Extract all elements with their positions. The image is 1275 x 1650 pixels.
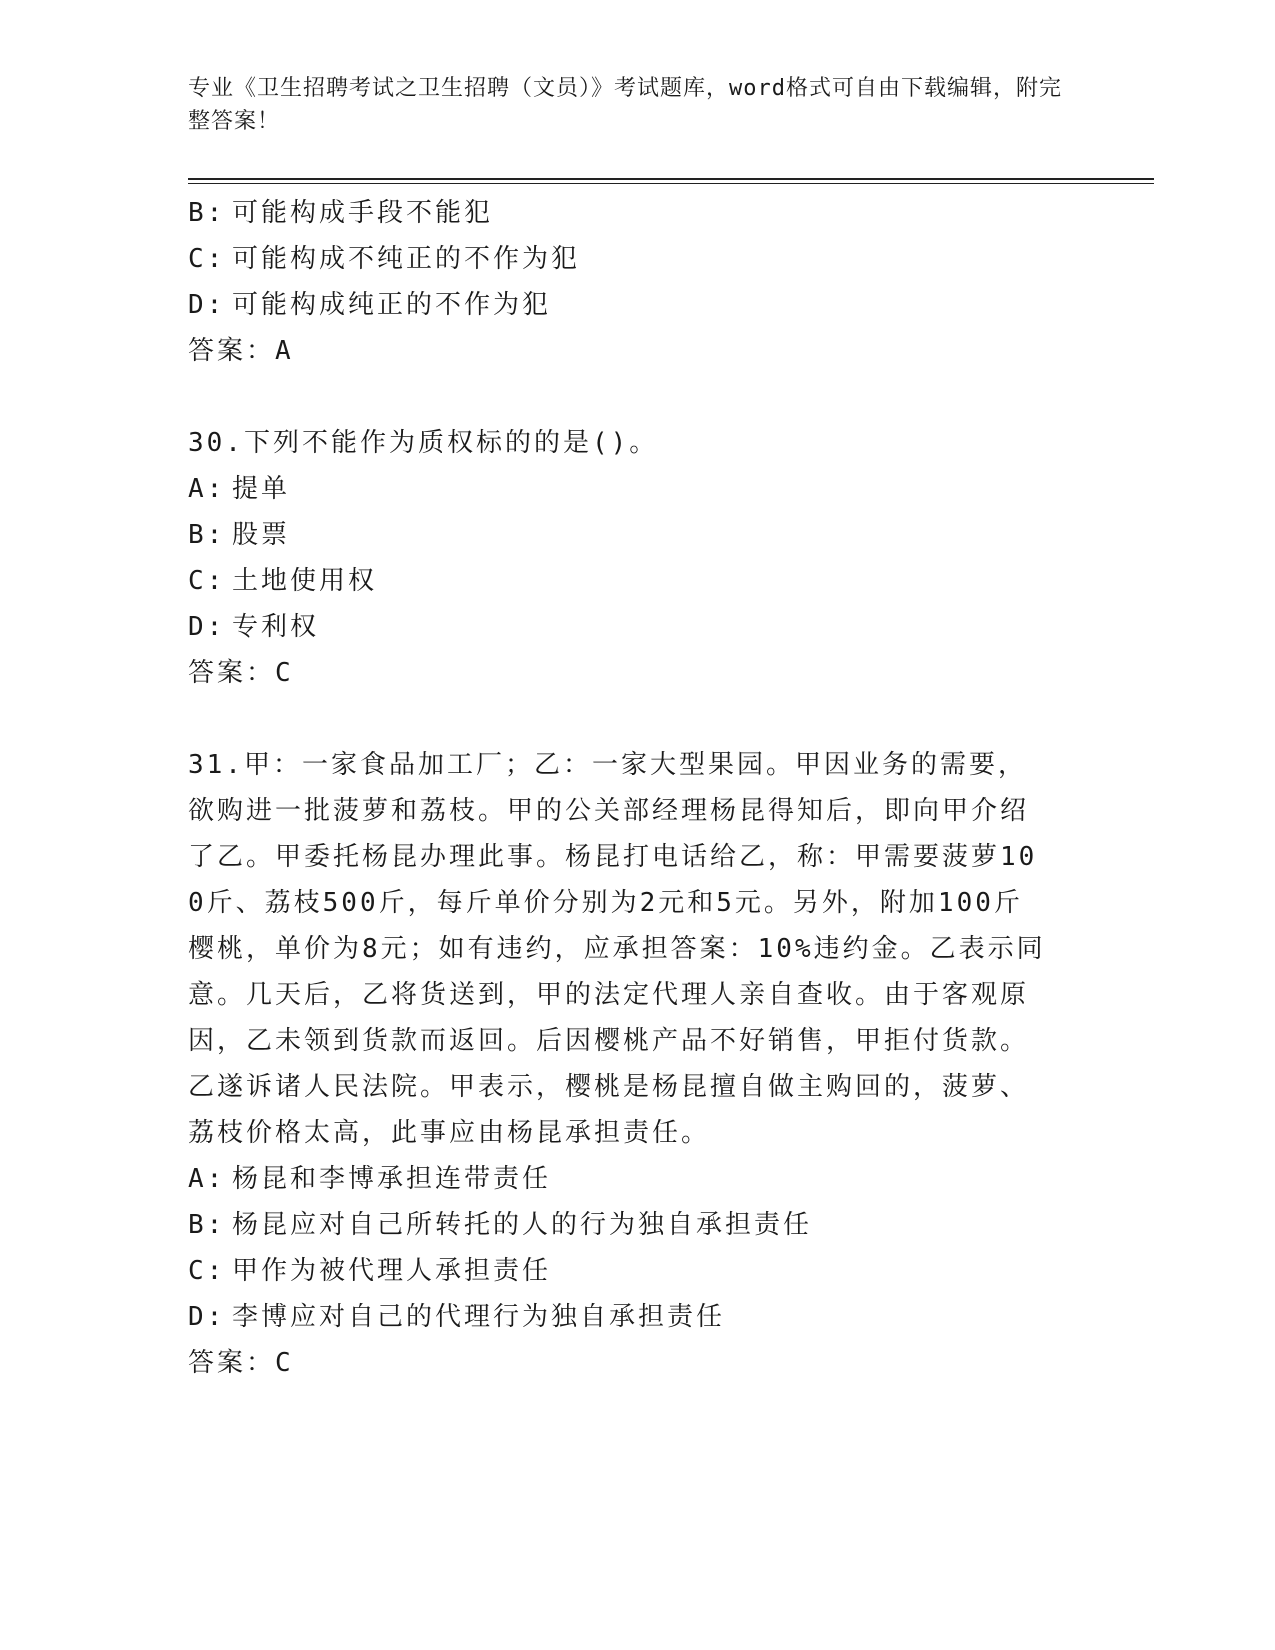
- option-line: [188, 512, 1068, 558]
- option-text: 可能构成纯正的不作为犯: [232, 290, 552, 320]
- answer: 答案：C: [188, 658, 294, 688]
- option-key: A:: [188, 1164, 226, 1194]
- option-key: C:: [188, 1256, 226, 1286]
- option-key: D:: [188, 612, 226, 642]
- header-divider: [188, 178, 1154, 180]
- question-title: 31.甲：一家食品加工厂；乙：一家大型果园。甲因业务的需要，欲购进一批菠萝和荔枝。甲的公关部经理杨昆得知后，即向甲介绍了乙。甲委托杨昆办理此事。杨昆打电话给乙，称：甲需要菠萝100斤、荔枝500斤，每斤单价分别为2元和5元。另外，附加100斤樱桃，单价为8元；如有违约，应承担答案：10%违约金。乙表示同意。几天后，乙将货送到，甲的法定代理人亲自查收。由于客观原因，乙未领到货款而返回。后因樱桃产品不好销售，甲拒付货款。乙遂诉诸人民法院。甲表示，樱桃是杨昆擅自做主购回的，菠萝、荔枝价格太高，此事应由杨昆承担责任。: [188, 750, 1046, 1148]
- option-key: C:: [188, 244, 226, 274]
- option-line: [188, 190, 1068, 236]
- option-line: [188, 236, 1068, 282]
- option-line: [188, 1294, 1068, 1340]
- option-line: [188, 604, 1068, 650]
- option-text: 土地使用权: [232, 566, 378, 596]
- option-text: 李博应对自己的代理行为独自承担责任: [232, 1302, 726, 1332]
- option-line: [188, 466, 1068, 512]
- option-line: [188, 1202, 1068, 1248]
- option-text: 可能构成手段不能犯: [232, 198, 494, 228]
- option-text: 提单: [232, 474, 291, 504]
- option-line: [188, 558, 1068, 604]
- header-divider-thin: [188, 183, 1154, 184]
- option-key: A:: [188, 474, 226, 504]
- answer: 答案：A: [188, 336, 294, 366]
- option-text: 股票: [232, 520, 291, 550]
- option-line: [188, 1248, 1068, 1294]
- option-key: C:: [188, 566, 226, 596]
- option-text: 可能构成不纯正的不作为犯: [232, 244, 581, 274]
- option-text: 专利权: [232, 612, 320, 642]
- option-text: 杨昆应对自己所转托的人的行为独自承担责任: [232, 1210, 813, 1240]
- option-text: 杨昆和李博承担连带责任: [232, 1164, 552, 1194]
- question-title: 30.下列不能作为质权标的的是()。: [188, 428, 659, 458]
- option-key: D:: [188, 1302, 226, 1332]
- question-content: [188, 190, 1068, 1386]
- answer: 答案：C: [188, 1348, 294, 1378]
- option-key: D:: [188, 290, 226, 320]
- option-key: B:: [188, 198, 226, 228]
- option-line: [188, 282, 1068, 328]
- option-key: B:: [188, 520, 226, 550]
- option-text: 甲作为被代理人承担责任: [232, 1256, 552, 1286]
- page-header: 专业《卫生招聘考试之卫生招聘（文员）》考试题库，word格式可自由下载编辑，附完整答案！: [188, 76, 1062, 134]
- option-line: [188, 1156, 1068, 1202]
- option-key: B:: [188, 1210, 226, 1240]
